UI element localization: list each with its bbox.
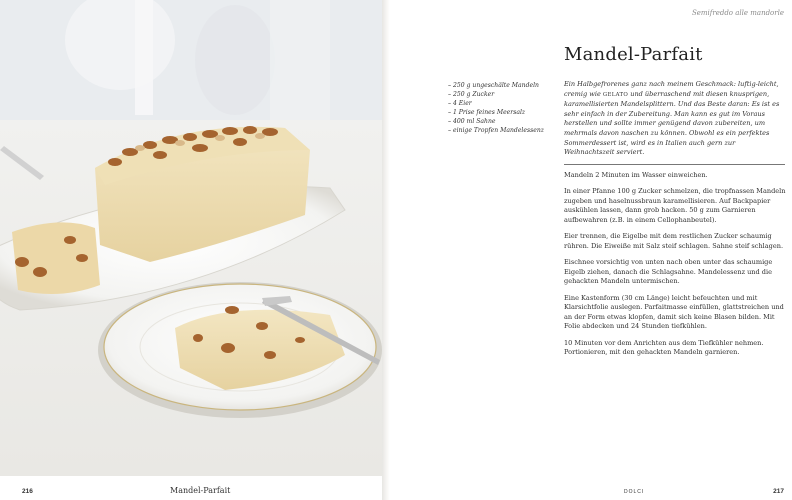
left-page (0, 0, 382, 500)
right-page (390, 0, 792, 500)
recipe-step: Eier trennen, die Eigelbe mit dem restlichen Zucker schaumig rühren. Die Eiweiße mit Salz steif schlagen. Sahne steif schlagen. (564, 232, 784, 250)
recipe-title: Mandel-Parfait (564, 44, 703, 65)
ingredient-item: – 1 Prise feines Meersalz (448, 108, 526, 116)
ingredient-item: – einige Tropfen Mandelessenz (448, 126, 544, 134)
recipe-step: In einer Pfanne 100 g Zucker schmelzen, die tropfnassen Mandeln zugeben und haselnussbraun karamellisieren. Auf Backpapier auskühlen lassen, dann grob hacken. 50 g zum Garnieren aufbewahren (z.B. in einem Cellophanbeutel). (564, 187, 786, 225)
page-number-left: 216 (22, 488, 33, 495)
divider (564, 164, 785, 165)
intro-text: und überraschend mit diesen knusprigen, karamellisierten Mandelsplittern. Und das Beste daran: Es ist es sehr einfach in der Zubereitung. Man kann es gut im Voraus herstellen und sollte immer genügend davon zubereiten, um mehrmals davon naschen zu können. Obwohl es ein perfektes Sommerdessert ist, wird es in Italien auch gern zur Weihnachtszeit serviert. (564, 89, 780, 157)
ingredient-item: – 400 ml Sahne (448, 117, 496, 125)
ingredient-item: – 250 g Zucker (448, 90, 495, 98)
ingredient-item: – 4 Eier (448, 99, 472, 107)
recipe-step: Eine Kastenform (30 cm Länge) leicht befeuchten und mit Klarsichtfolie auslegen. Parfaitmasse einfüllen, glattstreichen und an der Form etwas klopfen, damit sich keine Blasen bilden. Mit Folie abdecken und 24 Stunden tiefkühlen. (564, 293, 784, 331)
recipe-step: 10 Minuten vor dem Anrichten aus dem Tiefkühler nehmen. Portionieren, mit den gehackten Mandeln garnieren. (564, 338, 764, 357)
ingredient-item: – 250 g ungeschälte Mandeln (448, 82, 539, 89)
book-gutter (382, 0, 390, 500)
parfait-photo (0, 0, 382, 476)
recipe-step: Mandeln 2 Minuten im Wasser einweichen. (564, 171, 708, 179)
recipe-intro (564, 80, 786, 158)
running-title: Mandel-Parfait (170, 486, 231, 495)
ingredient-list (448, 82, 560, 135)
page-number-right: 217 (773, 488, 784, 495)
intro-text: Ein Halbgefrorenes ganz nach meinem Geschmack: luftig-leicht, cremig wie (564, 80, 779, 98)
intro-gelato: GELATO (602, 91, 629, 98)
recipe-steps (564, 171, 786, 365)
section-tag: Semifreddo alle mandorle (691, 9, 784, 17)
dessert-photo-icon (0, 0, 382, 476)
footer-section: DOLCI (624, 489, 645, 495)
recipe-step: Eischnee vorsichtig von unten nach oben unter das schaumige Eigelb ziehen, danach die Schlagsahne. Mandelessenz und die gehackten Mandeln untermischen. (564, 258, 773, 286)
